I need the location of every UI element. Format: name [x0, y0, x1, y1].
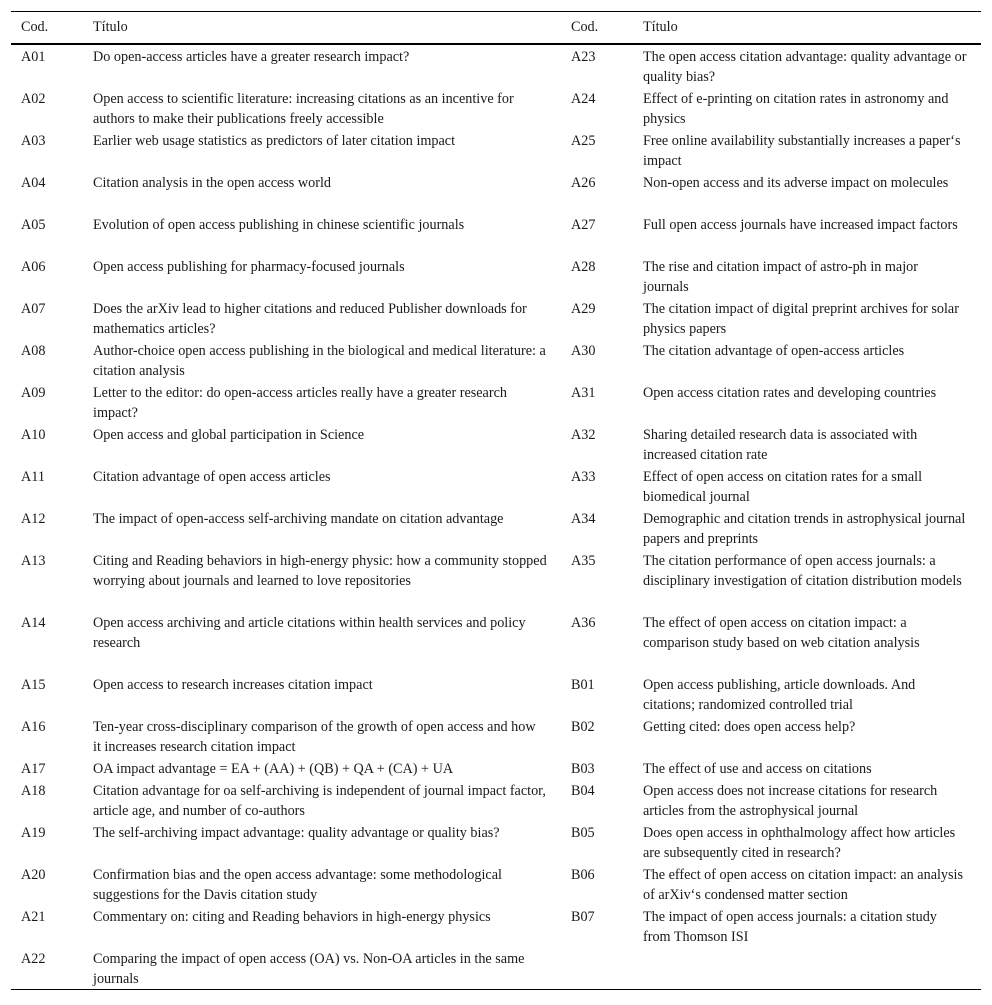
code-cell: A29	[571, 301, 596, 317]
code-cell: A36	[571, 615, 596, 631]
code-cell: A32	[571, 427, 596, 443]
table-row	[11, 465, 981, 507]
code-cell	[561, 947, 633, 990]
title-cell: The citation impact of digital preprint archives for solar physics papers	[643, 301, 959, 337]
code-cell: A18	[21, 783, 46, 799]
table-row	[11, 44, 981, 87]
table-row	[11, 339, 981, 381]
title-cell: Open access citation rates and developing countries	[643, 385, 937, 401]
table-row	[11, 611, 981, 673]
table-row	[11, 129, 981, 171]
title-cell: Does open access in ophthalmology affect how articles are subsequently cited in research?	[643, 825, 956, 861]
title-cell: Confirmation bias and the open access advantage: some methodological suggestions for the Davis citation study	[93, 867, 502, 903]
title-cell: Effect of open access on citation rates for a small biomedical journal	[643, 469, 923, 505]
table-row	[11, 255, 981, 297]
title-cell: Open access archiving and article citations within health services and policy research	[93, 615, 526, 651]
code-cell: A31	[571, 385, 596, 401]
header-row	[11, 12, 981, 45]
code-cell: A35	[571, 553, 596, 569]
table-row	[11, 779, 981, 821]
code-cell: A02	[21, 91, 46, 107]
title-cell: OA impact advantage = EA + (AA) + (QB) + QA + (CA) + UA	[93, 761, 454, 777]
code-cell: B06	[571, 867, 595, 883]
code-cell: A22	[21, 951, 46, 967]
title-cell: Demographic and citation trends in astrophysical journal papers and preprints	[643, 511, 966, 547]
code-cell: A03	[21, 133, 46, 149]
code-cell: A12	[21, 511, 46, 527]
code-cell: A15	[21, 677, 46, 693]
code-cell: A17	[21, 761, 46, 777]
code-cell: A14	[21, 615, 46, 631]
title-cell	[633, 947, 981, 990]
title-cell: Free online availability substantially increases a paper‘s impact	[643, 133, 961, 169]
title-cell: The citation advantage of open-access articles	[643, 343, 905, 359]
title-cell: The effect of use and access on citations	[643, 761, 872, 777]
table-row	[11, 171, 981, 213]
title-cell: Comparing the impact of open access (OA) vs. Non-OA articles in the same journals	[93, 951, 525, 987]
code-cell: A06	[21, 259, 46, 275]
code-cell: A08	[21, 343, 46, 359]
header-title-right: Título	[633, 12, 981, 45]
title-cell: The effect of open access on citation impact: a comparison study based on web citation analysis	[643, 615, 920, 651]
table-row	[11, 507, 981, 549]
header-code-right: Cod.	[561, 12, 633, 45]
title-cell: The self-archiving impact advantage: quality advantage or quality bias?	[93, 825, 500, 841]
title-cell: The open access citation advantage: quality advantage or quality bias?	[643, 49, 967, 85]
code-cell: B07	[571, 909, 595, 925]
code-cell: A16	[21, 719, 46, 735]
table-row	[11, 715, 981, 757]
code-cell: B01	[571, 677, 595, 693]
title-cell: The impact of open-access self-archiving mandate on citation advantage	[93, 511, 504, 527]
title-cell: Open access to scientific literature: increasing citations as an incentive for authors to make their publications freely accessible	[93, 91, 514, 127]
title-cell: Open access and global participation in Science	[93, 427, 365, 443]
code-cell: A20	[21, 867, 46, 883]
title-cell: Citation advantage of open access articles	[93, 469, 331, 485]
title-cell: Do open-access articles have a greater research impact?	[93, 49, 410, 65]
title-cell: Non-open access and its adverse impact on molecules	[643, 175, 949, 191]
title-cell: Does the arXiv lead to higher citations and reduced Publisher downloads for mathematics articles?	[93, 301, 527, 337]
table-row	[11, 381, 981, 423]
articles-table	[11, 11, 981, 990]
code-cell: A13	[21, 553, 46, 569]
code-cell: B05	[571, 825, 595, 841]
table-row	[11, 213, 981, 255]
articles-table-container	[11, 11, 981, 990]
title-cell: Getting cited: does open access help?	[643, 719, 856, 735]
title-cell: The impact of open access journals: a citation study from Thomson ISI	[643, 909, 937, 945]
title-cell: Citing and Reading behaviors in high-energy physic: how a community stopped worrying about journals and learned to love repositories	[93, 553, 547, 589]
code-cell: A25	[571, 133, 596, 149]
code-cell: A10	[21, 427, 46, 443]
code-cell: A07	[21, 301, 46, 317]
code-cell: B03	[571, 761, 595, 777]
table-row	[11, 87, 981, 129]
table-row	[11, 549, 981, 611]
title-cell: Citation advantage for oa self-archiving is independent of journal impact factor, article age, and number of co-authors	[93, 783, 546, 819]
header-title-left: Título	[83, 12, 561, 45]
title-cell: Commentary on: citing and Reading behaviors in high-energy physics	[93, 909, 491, 925]
code-cell: A19	[21, 825, 46, 841]
table-header	[11, 12, 981, 45]
title-cell: Effect of e-printing on citation rates in astronomy and physics	[643, 91, 949, 127]
code-cell: A01	[21, 49, 46, 65]
table-row	[11, 423, 981, 465]
title-cell: The effect of open access on citation impact: an analysis of arXiv‘s condensed matter section	[643, 867, 964, 903]
table-row	[11, 297, 981, 339]
title-cell: The citation performance of open access journals: a disciplinary investigation of citation distribution models	[643, 553, 962, 589]
title-cell: Sharing detailed research data is associated with increased citation rate	[643, 427, 918, 463]
title-cell: Author-choice open access publishing in the biological and medical literature: a citation analysis	[93, 343, 546, 379]
code-cell: A21	[21, 909, 46, 925]
code-cell: A09	[21, 385, 46, 401]
code-cell: B02	[571, 719, 595, 735]
title-cell: Citation analysis in the open access world	[93, 175, 331, 191]
code-cell: A26	[571, 175, 596, 191]
title-cell: Earlier web usage statistics as predictors of later citation impact	[93, 133, 456, 149]
code-cell: A34	[571, 511, 596, 527]
code-cell: A05	[21, 217, 46, 233]
table-row	[11, 757, 981, 779]
table-row	[11, 673, 981, 715]
table-row	[11, 863, 981, 905]
code-cell: A04	[21, 175, 46, 191]
table-body	[11, 44, 981, 990]
code-cell: A28	[571, 259, 596, 275]
title-cell: Open access publishing for pharmacy-focused journals	[93, 259, 405, 275]
table-row	[11, 821, 981, 863]
title-cell: The rise and citation impact of astro-ph in major journals	[643, 259, 918, 295]
title-cell: Evolution of open access publishing in chinese scientific journals	[93, 217, 465, 233]
code-cell: A23	[571, 49, 596, 65]
title-cell: Open access to research increases citation impact	[93, 677, 373, 693]
code-cell: A33	[571, 469, 596, 485]
title-cell: Open access publishing, article downloads. And citations; randomized controlled trial	[643, 677, 916, 713]
code-cell: B04	[571, 783, 595, 799]
table-row	[11, 947, 981, 990]
code-cell: A24	[571, 91, 596, 107]
code-cell: A30	[571, 343, 596, 359]
title-cell: Ten-year cross-disciplinary comparison of the growth of open access and how it increases research citation impact	[93, 719, 536, 755]
code-cell: A11	[21, 469, 45, 485]
header-code-left: Cod.	[11, 12, 83, 45]
code-cell: A27	[571, 217, 596, 233]
title-cell: Letter to the editor: do open-access articles really have a greater research impact?	[93, 385, 507, 421]
title-cell: Full open access journals have increased impact factors	[643, 217, 958, 233]
table-row	[11, 905, 981, 947]
title-cell: Open access does not increase citations for research articles from the astrophysical journal	[643, 783, 938, 819]
